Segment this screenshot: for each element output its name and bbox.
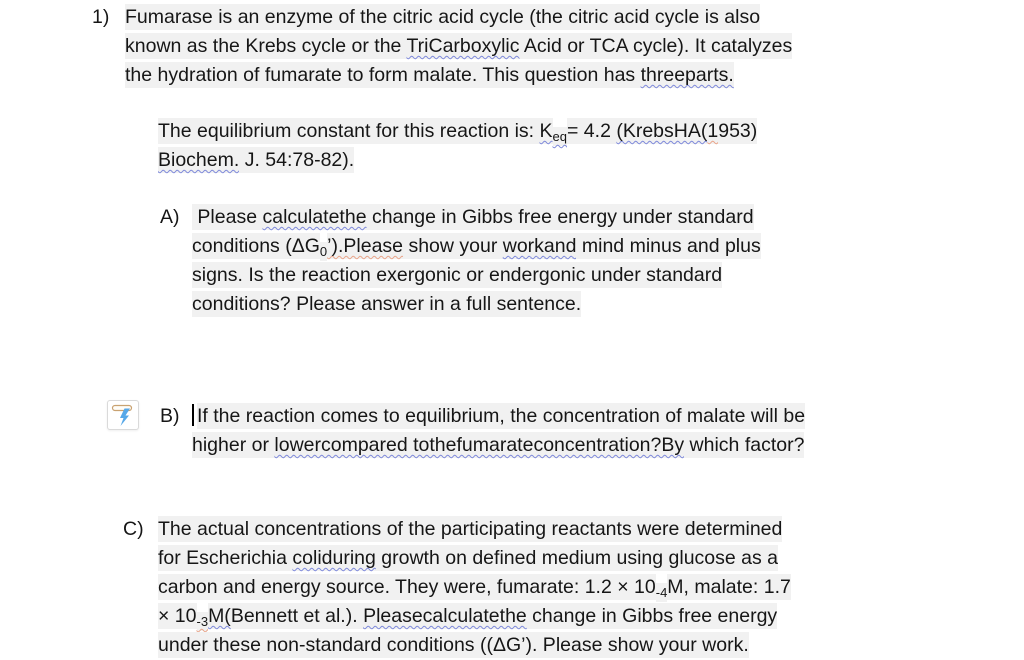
flagged-text-run: calculatethe: [262, 206, 367, 228]
text-line: [192, 290, 761, 319]
paragraph-part-a: [160, 203, 761, 319]
text-run: 953): [718, 120, 758, 142]
text-cursor: [192, 404, 194, 426]
text-line: [158, 602, 791, 631]
text-run: growth on defined medium using glucose as a: [375, 547, 779, 569]
flagged-text-run: lowercompared tothefumarateconcentration?By: [274, 434, 685, 456]
flagged-text-run: Biochem.: [158, 149, 240, 171]
flagged-text-run: K: [539, 120, 553, 142]
text-line: [125, 32, 792, 61]
text-run: signs. Is the reaction exergonic or endergonic under standard: [192, 264, 723, 286]
text-line: [192, 232, 761, 261]
text-run: Bennett et al.).: [230, 605, 364, 627]
text-line: [192, 431, 805, 460]
text-line: [158, 117, 757, 146]
text-run: J. 54:78-82).: [239, 149, 355, 171]
text-run: Acid or TCA cycle). It catalyzes: [519, 35, 793, 57]
flagged-text-run: coliduring: [292, 547, 376, 569]
list-marker-c: C): [123, 518, 144, 540]
text-line: [158, 515, 791, 544]
text-line: [192, 203, 761, 232]
text-run: Please: [192, 206, 263, 228]
text-run: mind minus and plus: [576, 235, 761, 257]
text-run: The actual concentrations of the participating reactants were determined: [158, 518, 783, 540]
paragraph-question-intro: [92, 3, 793, 90]
lightning-bolt-icon: [110, 403, 136, 427]
text-run: 0: [319, 244, 328, 259]
flagged-text-run: workand: [502, 235, 577, 257]
paragraph-lines: [192, 402, 805, 460]
flagged-text-run: -3: [196, 614, 209, 629]
list-marker-b: B): [160, 405, 180, 427]
paragraph-part-c: [123, 515, 791, 660]
text-run: -4: [655, 585, 668, 600]
list-marker-a: A): [160, 206, 180, 228]
text-run: conditions (ΔG: [192, 235, 320, 257]
flagged-text-run: (KrebsHA(: [616, 120, 708, 142]
flagged-text-run: M(: [208, 605, 231, 627]
paragraph-lines: [125, 3, 792, 90]
text-line: [125, 61, 792, 90]
text-run: carbon and energy source. They were, fumarate: 1.2 × 10: [158, 576, 656, 598]
text-line: [192, 261, 761, 290]
text-run: under these non-standard conditions ((ΔG’). Please show your work.: [158, 634, 749, 656]
flagged-text-run: threeparts.: [640, 64, 734, 86]
text-run: which factor?: [684, 434, 805, 456]
autocorrect-options-button[interactable]: [107, 400, 139, 430]
text-line: [158, 544, 791, 573]
text-run: the hydration of fumarate to form malate. This question has: [125, 64, 641, 86]
text-run: change in Gibbs free energy: [526, 605, 778, 627]
text-run: known as the Krebs cycle or the: [125, 35, 407, 57]
text-run: higher or: [192, 434, 275, 456]
flagged-text-run: 1: [707, 120, 719, 142]
text-run: Fumarase is an enzyme of the citric acid cycle (the citric acid cycle is also: [125, 6, 761, 28]
text-line: [125, 3, 792, 32]
paragraph-part-b: [160, 402, 806, 460]
text-run: If the reaction comes to equilibrium, the concentration of malate will be: [197, 405, 806, 427]
text-run: = 4.2: [567, 120, 617, 142]
text-line: [158, 631, 791, 660]
paragraph-lines: [158, 515, 791, 660]
text-line: [158, 573, 791, 602]
text-run: show your: [403, 235, 503, 257]
paragraph-lines: [192, 203, 761, 319]
text-run: change in Gibbs free energy under standard: [366, 206, 754, 228]
text-run: conditions? Please answer in a full sentence.: [192, 293, 582, 315]
flagged-text-run: Pleasecalculatethe: [363, 605, 527, 627]
text-run: for Escherichia: [158, 547, 293, 569]
text-line: [158, 146, 757, 175]
text-run: M, malate: 1.7: [667, 576, 791, 598]
flagged-text-run: ’).Please: [327, 235, 404, 257]
paragraph-lines: [158, 117, 757, 175]
list-marker-1: 1): [92, 6, 110, 28]
text-line: [192, 402, 805, 431]
text-run: The equilibrium constant for this reaction is:: [158, 120, 540, 142]
paragraph-equilibrium-note: [158, 117, 757, 175]
text-run: × 10: [158, 605, 197, 627]
flagged-text-run: TriCarboxylic: [406, 35, 520, 57]
flagged-text-run: eq: [552, 129, 567, 144]
